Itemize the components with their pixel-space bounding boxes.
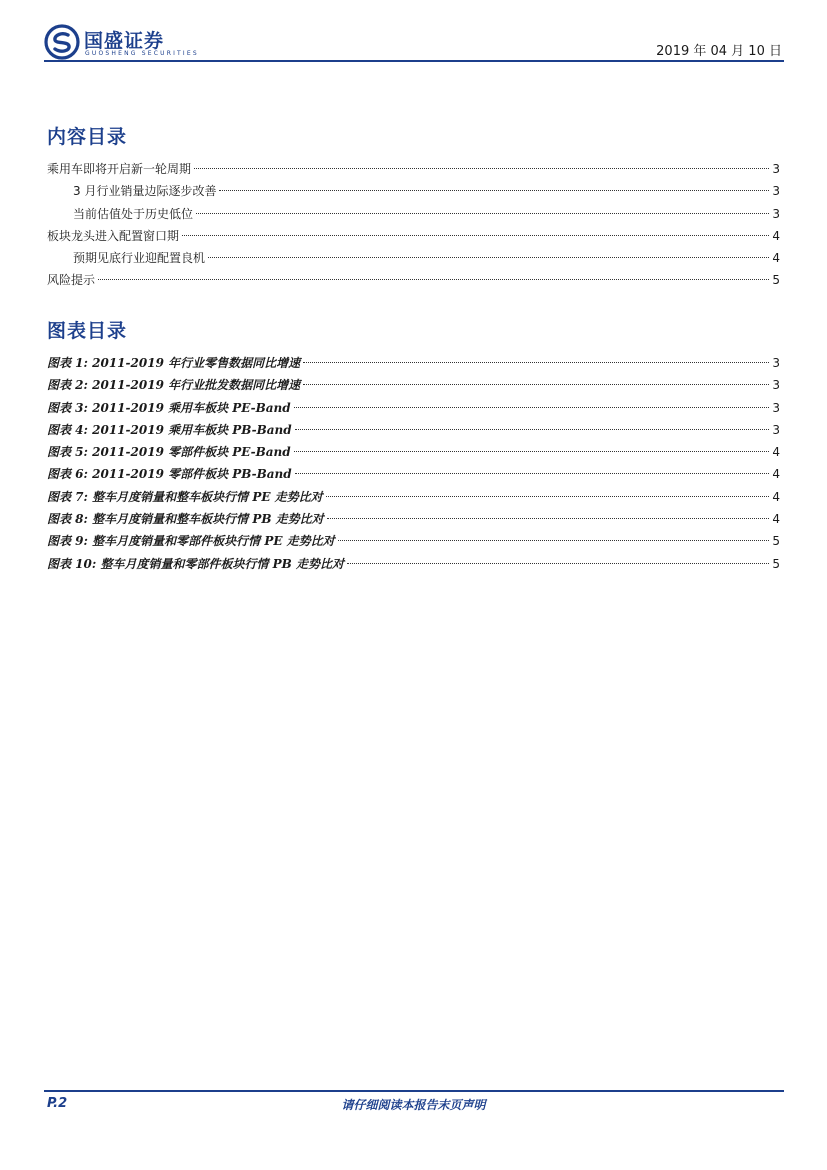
entry-page-number: 4 (772, 228, 780, 243)
entry-page-number: 4 (772, 251, 780, 266)
entry-page-number: 3 (772, 206, 780, 221)
dot-leader (294, 451, 770, 452)
figure-entry[interactable] (47, 486, 780, 508)
logo-english: GUOSHENG SECURITIES (85, 50, 199, 57)
figure-entry[interactable] (47, 419, 780, 441)
dot-leader (294, 407, 770, 408)
entry-title: 图表 10: 整车月度销量和零部件板块行情 PB 走势比对 (47, 556, 345, 571)
dot-leader (219, 190, 769, 191)
contents-list (47, 158, 780, 292)
contents-entry[interactable] (47, 203, 780, 225)
footer-divider (44, 1090, 784, 1092)
entry-page-number: 5 (772, 556, 780, 571)
figure-entry[interactable] (47, 352, 780, 374)
entry-title: 当前估值处于历史低位 (73, 206, 194, 221)
dot-leader (326, 496, 770, 497)
contents-title: 内容目录 (47, 126, 128, 148)
dot-leader (327, 518, 770, 519)
entry-title: 预期见底行业迎配置良机 (73, 251, 206, 266)
logo-wordmark: 国盛证券 (84, 30, 165, 52)
dot-leader (295, 473, 770, 474)
figures-list (47, 352, 780, 575)
entry-title: 图表 3: 2011-2019 乘用车板块 PE-Band (47, 400, 291, 415)
dot-leader (98, 279, 769, 280)
entry-page-number: 4 (772, 489, 780, 504)
dot-leader (303, 384, 769, 385)
guosheng-logo-icon (44, 24, 80, 60)
dot-leader (338, 540, 770, 541)
figure-entry[interactable] (47, 397, 780, 419)
entry-page-number: 4 (772, 445, 780, 460)
contents-entry[interactable] (47, 158, 780, 180)
report-date: 2019 年 04 月 10 日 (656, 44, 782, 59)
figure-entry[interactable] (47, 508, 780, 530)
entry-page-number: 3 (772, 184, 780, 199)
dot-leader (196, 213, 769, 214)
entry-page-number: 4 (772, 467, 780, 482)
figure-entry[interactable] (47, 463, 780, 485)
dot-leader (303, 362, 769, 363)
entry-title: 图表 6: 2011-2019 零部件板块 PB-Band (47, 467, 292, 482)
entry-page-number: 5 (772, 534, 780, 549)
entry-page-number: 3 (772, 422, 780, 437)
entry-page-number: 3 (772, 378, 780, 393)
entry-page-number: 3 (772, 162, 780, 176)
entry-title: 图表 5: 2011-2019 零部件板块 PE-Band (47, 445, 291, 460)
entry-title: 图表 4: 2011-2019 乘用车板块 PB-Band (47, 422, 292, 437)
page-number: P.2 (47, 1096, 68, 1111)
dot-leader (182, 235, 769, 236)
header-divider (44, 60, 784, 62)
entry-title: 图表 9: 整车月度销量和零部件板块行情 PE 走势比对 (47, 534, 335, 549)
dot-leader (347, 563, 769, 564)
entry-title: 图表 7: 整车月度销量和整车板块行情 PE 走势比对 (47, 489, 323, 504)
entry-title: 图表 2: 2011-2019 年行业批发数据同比增速 (47, 378, 301, 393)
entry-page-number: 3 (772, 356, 780, 370)
entry-title: 图表 1: 2011-2019 年行业零售数据同比增速 (47, 356, 301, 370)
figures-title: 图表目录 (47, 320, 128, 342)
entry-title: 板块龙头进入配置窗口期 (47, 228, 180, 243)
dot-leader (295, 429, 770, 430)
entry-title: 图表 8: 整车月度销量和整车板块行情 PB 走势比对 (47, 512, 324, 527)
entry-title: 风险提示 (47, 273, 96, 288)
disclaimer-note: 请仔细阅读本报告末页声明 (341, 1098, 486, 1112)
entry-title: 3 月行业销量边际逐步改善 (73, 184, 217, 199)
contents-entry[interactable] (47, 269, 780, 291)
page-header (44, 24, 784, 64)
entry-page-number: 3 (772, 400, 780, 415)
dot-leader (208, 257, 769, 258)
entry-title: 乘用车即将开启新一轮周期 (47, 162, 192, 176)
contents-entry[interactable] (47, 247, 780, 269)
contents-entry[interactable] (47, 180, 780, 202)
figure-entry[interactable] (47, 553, 780, 575)
figure-entry[interactable] (47, 374, 780, 396)
figure-entry[interactable] (47, 530, 780, 552)
figure-entry[interactable] (47, 441, 780, 463)
entry-page-number: 5 (772, 273, 780, 288)
entry-page-number: 4 (772, 512, 780, 527)
dot-leader (194, 168, 769, 169)
contents-entry[interactable] (47, 225, 780, 247)
